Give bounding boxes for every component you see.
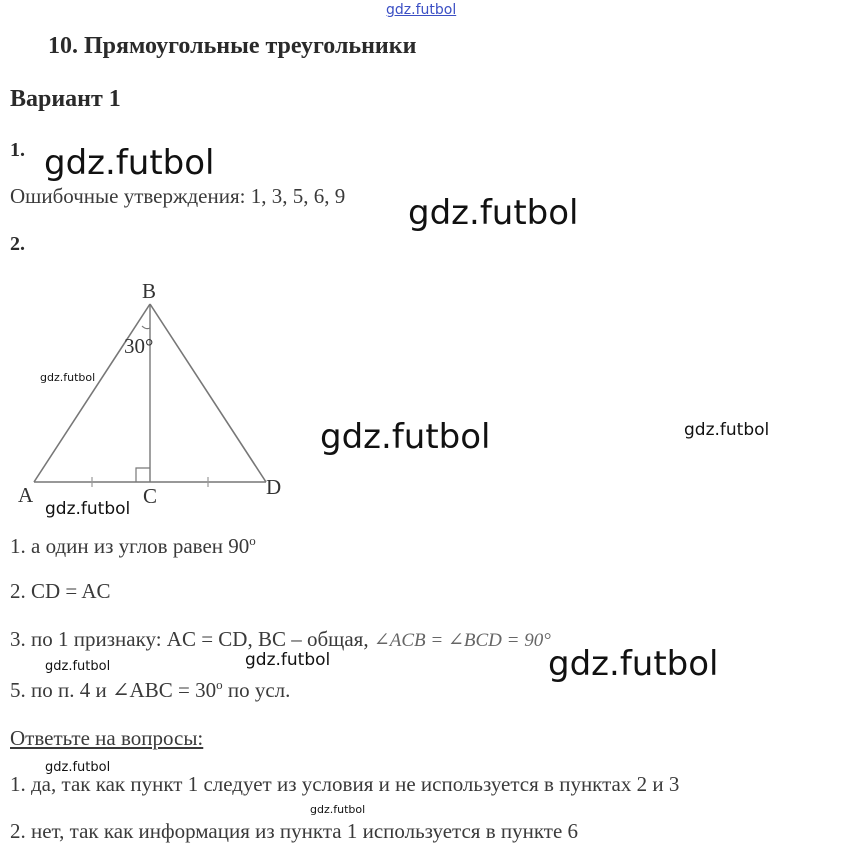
page-title: 10. Прямоугольные треугольники bbox=[48, 33, 417, 59]
step-5-degree: o bbox=[216, 677, 223, 692]
watermark: gdz.futbol bbox=[548, 644, 719, 684]
vertex-label-a: A bbox=[18, 483, 34, 507]
top-watermark: gdz.futbol bbox=[386, 2, 457, 18]
side-bd bbox=[150, 304, 266, 482]
step-1-text: 1. а один из углов равен 90 bbox=[10, 534, 250, 558]
vertex-label-b: B bbox=[142, 279, 157, 303]
watermark: gdz.futbol bbox=[44, 143, 215, 183]
variant-heading: Вариант 1 bbox=[10, 86, 121, 112]
watermark: gdz.futbol bbox=[40, 371, 96, 384]
step-1 bbox=[10, 533, 256, 559]
task-1-answer: Ошибочные утверждения: 1, 3, 5, 6, 9 bbox=[10, 184, 346, 208]
task-1-number: 1. bbox=[10, 139, 25, 161]
vertex-label-c: C bbox=[143, 484, 158, 508]
step-5-text: 5. по п. 4 и ∠ABC = 30 bbox=[10, 678, 217, 702]
step-1-degree: o bbox=[249, 533, 256, 548]
watermark: gdz.futbol bbox=[45, 760, 111, 775]
watermark: gdz.futbol bbox=[45, 659, 111, 674]
step-5 bbox=[10, 677, 290, 703]
watermark: gdz.futbol bbox=[320, 417, 491, 457]
step-2: 2. CD = AC bbox=[10, 579, 111, 603]
right-angle-mark bbox=[136, 468, 150, 482]
watermark: gdz.futbol bbox=[45, 499, 131, 519]
side-ab bbox=[34, 304, 150, 482]
step-3-text: 3. по 1 признаку: AC = CD, BC – общая, bbox=[10, 627, 369, 651]
questions-heading: Ответьте на вопросы: bbox=[10, 726, 204, 750]
angle-label: 30° bbox=[124, 334, 154, 358]
step-5-text-end: по усл. bbox=[222, 678, 291, 702]
watermark: gdz.futbol bbox=[310, 803, 366, 816]
answer-2: 2. нет, так как информация из пункта 1 используется в пункте 6 bbox=[10, 819, 579, 843]
watermark: gdz.futbol bbox=[245, 650, 331, 670]
vertex-label-d: D bbox=[266, 475, 282, 499]
task-2-number: 2. bbox=[10, 233, 25, 255]
watermark: gdz.futbol bbox=[408, 193, 579, 233]
step-3-formula: ∠ACB = ∠BCD = 90° bbox=[373, 630, 551, 651]
triangle-figure bbox=[0, 270, 320, 515]
watermark: gdz.futbol bbox=[684, 420, 770, 440]
answer-1: 1. да, так как пункт 1 следует из условия и не используется в пунктах 2 и 3 bbox=[10, 772, 680, 796]
step-3 bbox=[10, 627, 551, 652]
angle-arc bbox=[142, 326, 150, 329]
